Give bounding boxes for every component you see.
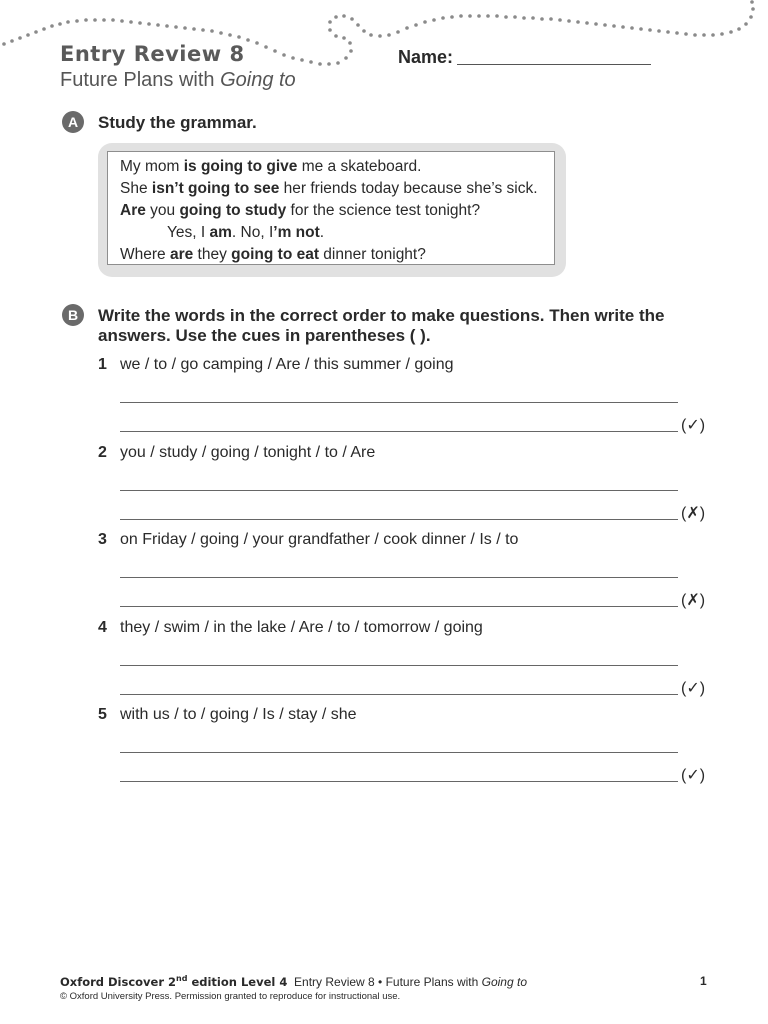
- question-prompt: you / study / going / tonight / to / Are: [120, 443, 376, 461]
- answer-cue: (✓): [681, 679, 706, 697]
- grammar-bold-text: Are: [120, 202, 146, 219]
- name-input-line[interactable]: [457, 64, 651, 65]
- section-b-heading: [98, 306, 664, 346]
- page-number: 1: [700, 974, 707, 988]
- grammar-example-line: [120, 244, 554, 266]
- grammar-text: My mom: [120, 158, 184, 175]
- page-title: Entry Review 8: [60, 42, 245, 66]
- grammar-text: Yes, I: [167, 224, 210, 241]
- question-number: 1: [98, 356, 107, 373]
- footer-description: Entry Review 8 • Future Plans with: [294, 974, 482, 989]
- grammar-text: me a skateboard.: [297, 158, 422, 175]
- footer-brand: [60, 975, 287, 989]
- grammar-box: [107, 151, 555, 265]
- grammar-bold-text: am: [209, 224, 232, 241]
- decorative-dotted-border: [0, 0, 768, 80]
- answer-cue: (✗): [681, 504, 706, 522]
- footer-credit: [60, 974, 527, 989]
- subtitle-text: Future Plans with: [60, 69, 221, 91]
- grammar-text: dinner tonight?: [319, 246, 426, 263]
- grammar-example-line: [120, 200, 554, 222]
- question-answer-line[interactable]: [120, 577, 678, 578]
- grammar-bold-text: are: [169, 246, 194, 263]
- grammar-bold-text: going to eat: [231, 246, 319, 263]
- subtitle-italic: Going to: [220, 69, 296, 91]
- grammar-text: . No, I: [231, 224, 274, 241]
- section-b-heading-line: answers. Use the cues in parentheses ( ).: [98, 326, 431, 345]
- question-answer-line[interactable]: [120, 402, 678, 403]
- answer-cue: (✗): [681, 592, 706, 609]
- name-label: Name:: [398, 47, 454, 67]
- section-b-heading-line: Write the words in the correct order to make questions. Then write the: [98, 306, 665, 325]
- footer-brand-sup: nd: [176, 974, 188, 983]
- answer-response-line[interactable]: [120, 781, 678, 782]
- answer-response-line[interactable]: [120, 694, 678, 695]
- footer-description-italic: Going to: [481, 974, 527, 989]
- grammar-bold-text: going to study: [179, 202, 287, 219]
- question-prompt: they / swim / in the lake / Are / to / tomorrow / going: [120, 618, 483, 636]
- question-answer-line[interactable]: [120, 752, 678, 753]
- section-b-badge: B: [62, 304, 84, 326]
- grammar-example-line: [120, 156, 554, 178]
- grammar-text: Where: [120, 246, 170, 263]
- answer-response-line[interactable]: [120, 431, 678, 432]
- question-answer-line[interactable]: [120, 665, 678, 666]
- grammar-text: .: [319, 224, 325, 241]
- grammar-text: you: [145, 202, 180, 219]
- question-number: 2: [98, 443, 107, 461]
- answer-response-line[interactable]: [120, 519, 678, 520]
- question-number: 4: [98, 618, 107, 636]
- section-a-badge: A: [62, 111, 84, 133]
- grammar-text: her friends today because she’s sick.: [279, 180, 538, 197]
- grammar-bold-text: ’m not: [273, 224, 320, 241]
- grammar-text: for the science test tonight?: [286, 202, 481, 219]
- answer-response-line[interactable]: [120, 606, 678, 607]
- section-a-heading: Study the grammar.: [98, 113, 257, 132]
- grammar-bold-text: is going to give: [183, 158, 298, 175]
- grammar-example-line: [120, 178, 554, 200]
- question-prompt: with us / to / going / Is / stay / she: [120, 706, 357, 723]
- page-subtitle: [60, 69, 296, 92]
- footer-copyright: © Oxford University Press. Permission granted to reproduce for instructional use.: [60, 991, 401, 1002]
- footer-brand-name: Oxford Discover 2: [60, 974, 177, 989]
- answer-cue: (✓): [681, 767, 706, 784]
- grammar-text: they: [193, 246, 232, 263]
- grammar-example-line: [120, 222, 554, 244]
- grammar-bold-text: isn’t going to see: [151, 180, 280, 197]
- grammar-text: She: [120, 180, 152, 197]
- question-answer-line[interactable]: [120, 490, 678, 491]
- question-prompt: on Friday / going / your grandfather / cook dinner / Is / to: [120, 531, 519, 548]
- footer-brand-level: edition Level 4: [187, 974, 288, 989]
- question-prompt: we / to / go camping / Are / this summer / going: [120, 356, 454, 373]
- question-number: 3: [98, 531, 107, 548]
- answer-cue: (✓): [681, 417, 706, 434]
- question-number: 5: [98, 706, 107, 723]
